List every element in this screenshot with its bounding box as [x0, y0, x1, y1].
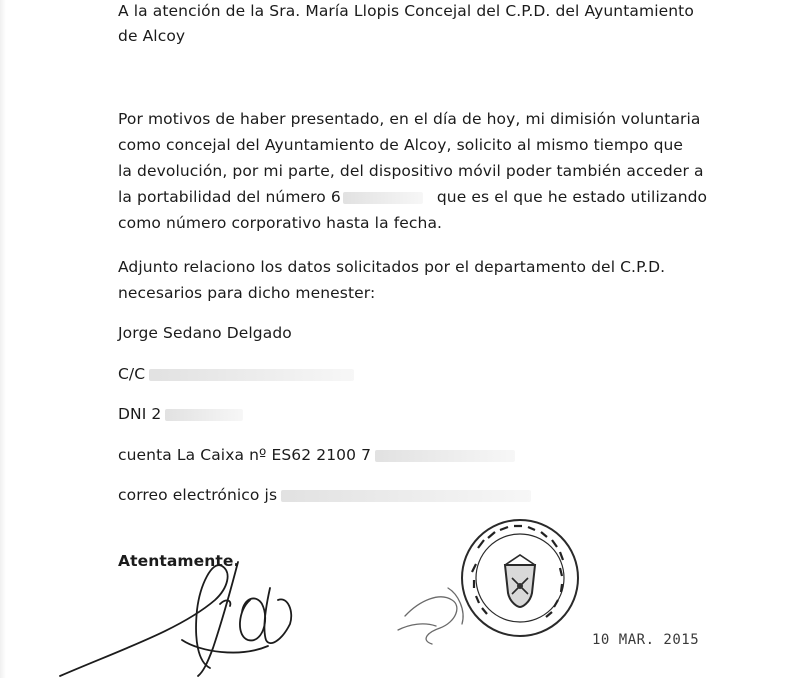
attach-line-1: Adjunto relaciono los datos solicitados por el departamento del C.P.D.	[118, 258, 666, 276]
account-prefix: cuenta La Caixa nº ES62 2100 7	[118, 446, 372, 464]
recipient-line-1: A la atención de la Sra. María Llopis Concejal del C.P.D. del Ayuntamiento	[118, 2, 694, 20]
recipient-line-2: de Alcoy	[118, 27, 186, 45]
portability-suffix: que es el que he estado utilizando	[436, 188, 708, 206]
body-last-line: como número corporativo hasta la fecha.	[118, 214, 443, 232]
portability-prefix: la portabilidad del número 6	[118, 188, 341, 206]
sender-name: Jorge Sedano Delgado	[118, 324, 292, 342]
dni-prefix: DNI 2	[118, 405, 162, 423]
attach-line-2: necesarios para dicho menester:	[118, 284, 376, 302]
body-line-3: la devolución, por mi parte, del dispositivo móvil poder también acceder a	[118, 162, 704, 180]
stamp-date: 10 MAR. 2015	[592, 632, 700, 648]
address-prefix: C/C	[118, 365, 146, 383]
email-prefix: correo electrónico js	[118, 486, 278, 504]
closing: Atentamente.	[118, 552, 240, 570]
body-line-2: como concejal del Ayuntamiento de Alcoy, solicito al mismo tiempo que	[118, 136, 684, 154]
body-line-1: Por motivos de haber presentado, en el día de hoy, mi dimisión voluntaria	[118, 110, 701, 128]
